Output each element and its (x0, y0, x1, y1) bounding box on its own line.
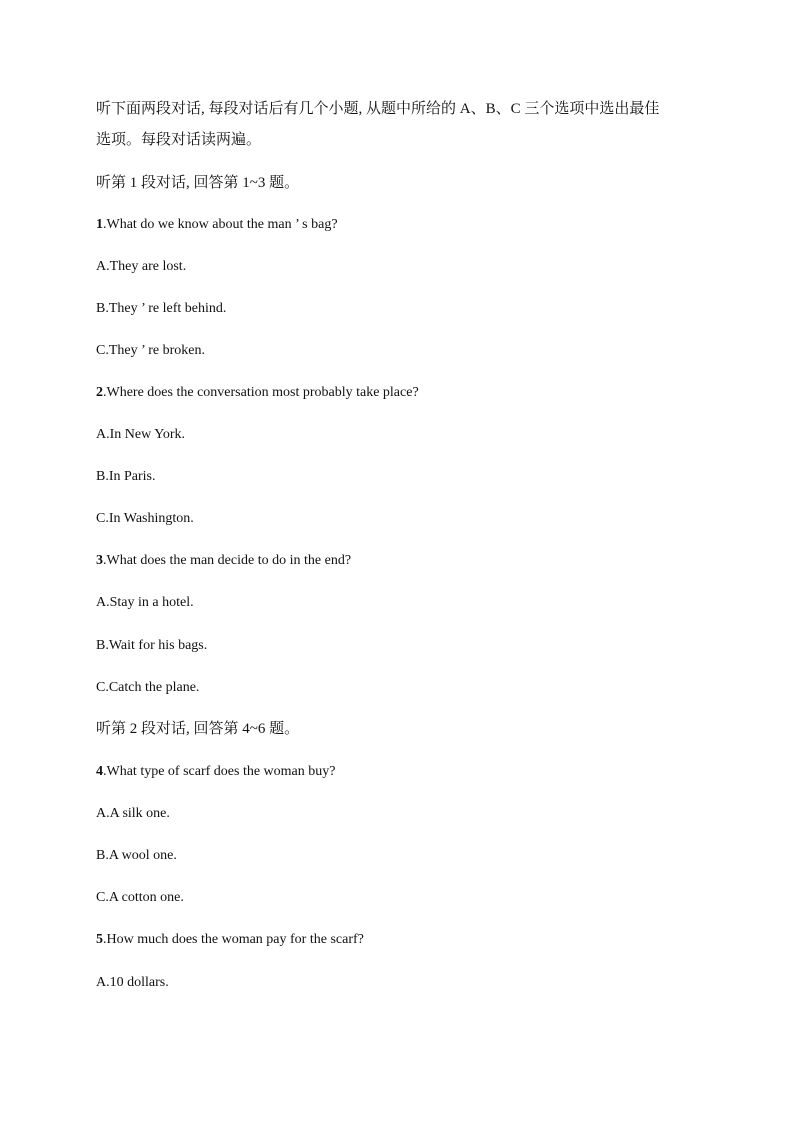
question-number: 3 (96, 553, 103, 568)
question-text: .Where does the conversation most probably take place? (103, 385, 419, 400)
section-1-heading: 听第 1 段对话, 回答第 1~3 题。 (96, 175, 300, 191)
question-number: 5 (96, 932, 103, 947)
section-2-heading: 听第 2 段对话, 回答第 4~6 题。 (96, 721, 300, 737)
q3-option-a: A.Stay in a hotel. (96, 595, 194, 610)
q1-option-c: C.They ’ re broken. (96, 343, 205, 358)
question-text: .What do we know about the man ’ s bag? (103, 217, 338, 232)
q1-option-a: A.They are lost. (96, 259, 187, 274)
q4-option-b: B.A wool one. (96, 848, 177, 863)
question-number: 2 (96, 385, 103, 400)
question-text: .What type of scarf does the woman buy? (103, 764, 336, 779)
q2-option-b: B.In Paris. (96, 469, 156, 484)
question-number: 1 (96, 217, 103, 232)
question-5 (96, 930, 364, 950)
question-text: .What does the man decide to do in the end? (103, 553, 352, 568)
q3-option-b: B.Wait for his bags. (96, 638, 208, 653)
q5-option-a: A.10 dollars. (96, 975, 169, 990)
question-4 (96, 762, 335, 782)
question-number: 4 (96, 764, 103, 779)
q2-option-c: C.In Washington. (96, 511, 194, 526)
question-3 (96, 551, 351, 571)
question-1 (96, 215, 338, 235)
q3-option-c: C.Catch the plane. (96, 680, 200, 695)
question-text: .How much does the woman pay for the scarf? (103, 932, 364, 947)
instructions-line-1: 听下面两段对话, 每段对话后有几个小题, 从题中所给的 A、B、C 三个选项中选出最佳 (96, 101, 660, 117)
question-2 (96, 383, 419, 403)
q4-option-c: C.A cotton one. (96, 890, 184, 905)
q4-option-a: A.A silk one. (96, 806, 170, 821)
q2-option-a: A.In New York. (96, 427, 186, 442)
q1-option-b: B.They ’ re left behind. (96, 301, 227, 316)
instructions-line-2: 选项。每段对话读两遍。 (96, 132, 262, 148)
